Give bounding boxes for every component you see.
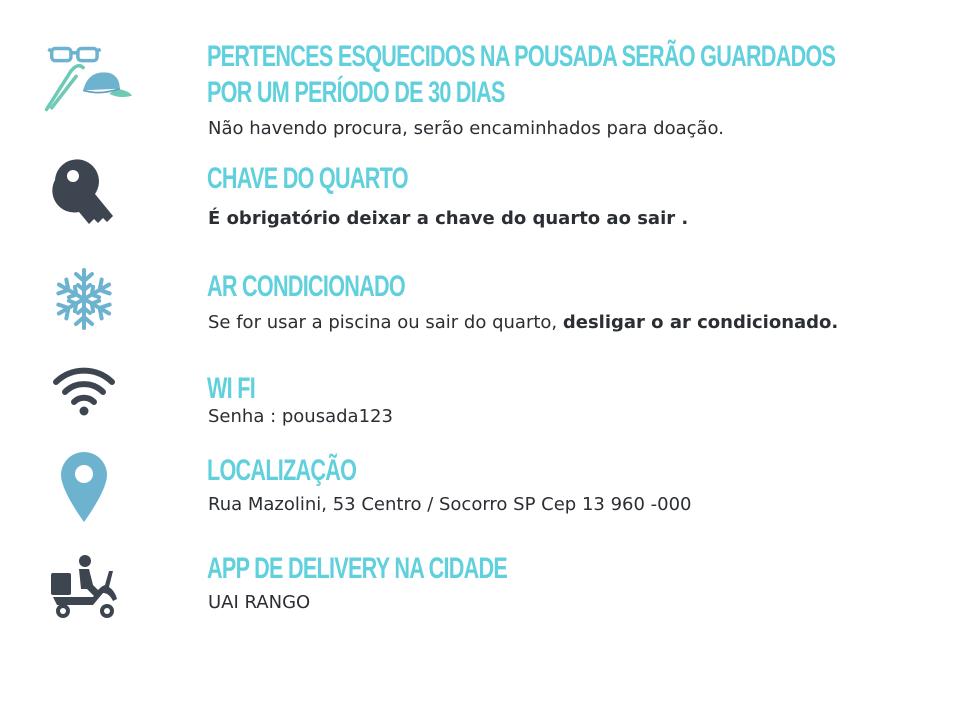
snowflake-icon [36, 264, 132, 334]
location-pin-icon [36, 450, 132, 524]
air-conditioning-description [208, 312, 838, 334]
delivery-title: APP DE DELIVERY NA CIDADE [207, 552, 508, 585]
lost-items-icon [36, 36, 132, 122]
air-conditioning-title: AR CONDICIONADO [207, 270, 405, 303]
lost-items-description: Não havendo procura, serão encaminhados para doação. [208, 118, 724, 139]
delivery-app-name: UAI RANGO [208, 592, 311, 613]
lost-items-title-line1: PERTENCES ESQUECIDOS NA POUSADA SERÃO GUARDADOS [207, 40, 836, 73]
air-conditioning-description-emphasis: desligar o ar condicionado. [562, 312, 839, 333]
lost-items-title-line2: POR UM PERÍODO DE 30 DIAS [207, 76, 505, 109]
air-conditioning-description-text: Se for usar a piscina ou sair do quarto, [208, 312, 563, 333]
key-icon [36, 154, 132, 238]
delivery-scooter-icon [36, 550, 132, 622]
wifi-icon [36, 362, 132, 418]
room-key-title: CHAVE DO QUARTO [207, 162, 408, 195]
wifi-password: Senha : pousada123 [208, 406, 393, 427]
wifi-title: WI FI [207, 372, 255, 405]
location-title: LOCALIZAÇÃO [207, 454, 357, 487]
room-key-description: É obrigatório deixar a chave do quarto ao sair . [208, 208, 689, 229]
location-address: Rua Mazolini, 53 Centro / Socorro SP Cep 13 960 -000 [208, 494, 692, 515]
